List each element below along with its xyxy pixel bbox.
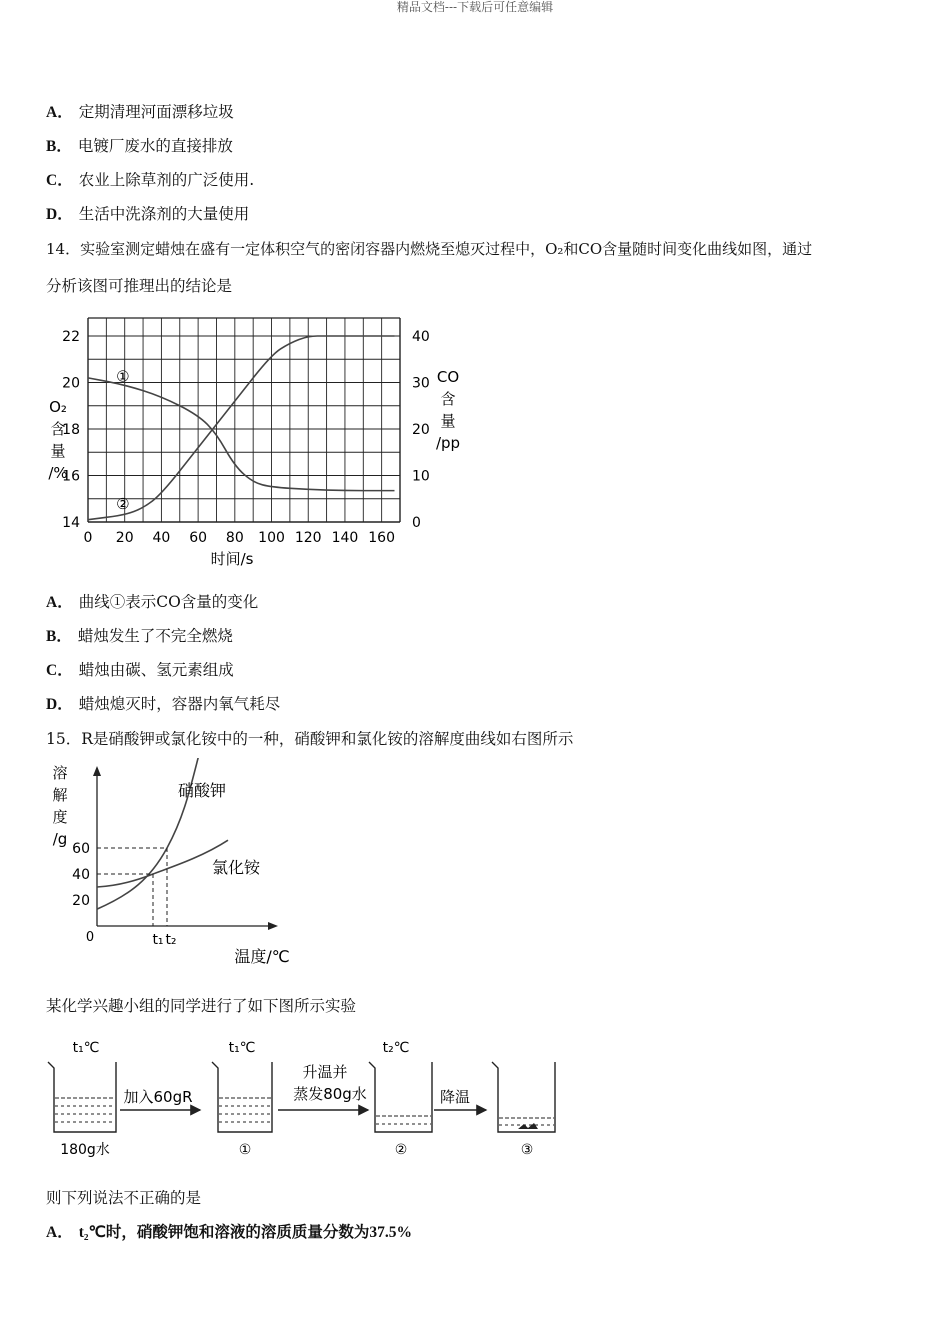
x-axis-label: 时间/s: [210, 550, 254, 568]
x-tick-label: 80: [225, 530, 244, 546]
y-right-tick-label: 40: [412, 329, 430, 345]
y-left-tick-label: 16: [62, 468, 80, 485]
beaker-2-temp: t₁℃: [228, 1040, 256, 1056]
step-heat: 升温并: [302, 1063, 348, 1081]
q15-option-a[interactable]: [46, 1222, 412, 1243]
x-tick-label: 40: [152, 530, 171, 546]
x-tick-label: 0: [83, 530, 93, 546]
x-tick-t2: t₂: [165, 932, 177, 948]
o2-co-chart: [40, 312, 480, 580]
chart-labels: [52, 764, 289, 966]
q14-stem-line2: 分析该图可推理出的结论是: [46, 277, 233, 295]
y-left-tick-label: 20: [62, 375, 80, 392]
beaker-1-temp: t₁℃: [72, 1040, 100, 1056]
option-text: 蜡烛发生了不完全燃烧: [77, 627, 233, 645]
y-axis-label: 溶: [52, 764, 68, 782]
beaker-3-caption: ②: [394, 1142, 408, 1158]
q13-option-a[interactable]: [46, 102, 234, 123]
experiment-intro: 某化学兴趣小组的同学进行了如下图所示实验: [46, 997, 357, 1015]
y-right-tick-label: 20: [412, 422, 430, 438]
chart-ticks: [62, 329, 430, 546]
x-tick-label: 20: [115, 530, 134, 546]
y-right-tick-label: 10: [412, 468, 430, 485]
option-letter: A．: [46, 104, 73, 121]
option-letter: D．: [46, 206, 73, 223]
beaker-1-caption: 180g水: [60, 1142, 110, 1158]
origin-label: 0: [85, 930, 95, 945]
y-right-axis-label: 量: [440, 412, 456, 430]
y-right-tick-label: 0: [412, 515, 421, 531]
option-text: 定期清理河面漂移垃圾: [78, 103, 234, 121]
option-letter: A．: [46, 1224, 73, 1241]
option-text: 蜡烛熄灭时，容器内氧气耗尽: [78, 695, 281, 713]
beaker-4: [492, 1062, 555, 1158]
q14-option-d[interactable]: [46, 694, 280, 715]
experiment-diagram: [40, 1032, 570, 1164]
series-label-nh4cl: 氯化铵: [211, 858, 261, 877]
q14-option-a[interactable]: [46, 592, 258, 613]
option-letter: B．: [46, 628, 72, 645]
y-right-tick-label: 30: [412, 375, 430, 392]
beaker-3-temp: t₂℃: [382, 1040, 410, 1056]
step-add-r: 加入60gR: [123, 1088, 193, 1106]
y-left-axis-label: O₂: [49, 398, 67, 416]
y-tick-label: 20: [72, 893, 90, 909]
y-right-axis-label: 含: [440, 390, 456, 408]
option-text: 生活中洗涤剂的大量使用: [78, 205, 250, 223]
beaker-2-caption: ①: [238, 1142, 252, 1158]
y-left-axis-label: /%: [48, 464, 68, 482]
q14-option-b[interactable]: [46, 626, 233, 647]
x-tick-label: 140: [331, 530, 359, 546]
x-axis-arrow: [268, 922, 278, 930]
y-left-tick-label: 14: [62, 515, 80, 531]
option-letter: D．: [46, 696, 73, 713]
y-tick-label: 60: [72, 841, 90, 857]
crystal-precipitate-icon: [518, 1123, 538, 1129]
chart-grid: [88, 318, 400, 522]
beaker-1: [48, 1040, 116, 1158]
beaker-3: [369, 1040, 432, 1158]
y-left-axis-label: 量: [50, 442, 66, 460]
option-text: 蜡烛由碳、氢元素组成: [78, 661, 234, 679]
x-tick-label: 60: [189, 530, 208, 546]
x-tick-label: 160: [368, 530, 396, 546]
series-1-marker: ①: [116, 367, 130, 386]
option-text: 电镀厂废水的直接排放: [77, 137, 233, 155]
option-letter: C．: [46, 172, 73, 189]
q13-option-c[interactable]: [46, 170, 254, 191]
y-axis-arrow: [93, 766, 101, 776]
y-right-axis-label: /pp: [435, 434, 461, 452]
y-tick-label: 40: [72, 867, 90, 883]
step-cool: 降温: [439, 1088, 471, 1106]
page-header: 精品文档---下载后可任意编辑: [396, 0, 554, 14]
beaker-4-caption: ③: [520, 1142, 534, 1158]
option-letter: B．: [46, 138, 72, 155]
series-line-1: [88, 378, 394, 491]
option-text: 曲线①表示CO含量的变化: [78, 593, 259, 611]
option-letter: C．: [46, 662, 73, 679]
q14-option-c[interactable]: [46, 660, 234, 681]
y-left-tick-label: 18: [62, 422, 80, 438]
x-axis-label: 温度/℃: [234, 947, 290, 966]
x-tick-t1: t₁: [152, 932, 164, 948]
q14-stem-line1: 14．实验室测定蜡烛在盛有一定体积空气的密闭容器内燃烧至熄灭过程中，O₂和CO含量随时间变化曲线如图，通过: [46, 240, 813, 258]
option-text: 农业上除草剂的广泛使用.: [78, 171, 255, 189]
option-letter: A．: [46, 594, 73, 611]
q15-stem: 15．R是硝酸钾或氯化铵中的一种，硝酸钾和氯化铵的溶解度曲线如右图所示: [46, 730, 574, 748]
series-label-kno3: 硝酸钾: [177, 781, 227, 800]
series-2-marker: ②: [116, 495, 130, 514]
y-left-axis-label: 含: [50, 420, 66, 438]
beaker-4-body: [492, 1062, 555, 1132]
y-left-tick-label: 22: [62, 329, 80, 345]
y-axis-label: /g: [52, 830, 68, 848]
y-axis-label: 解: [52, 786, 68, 804]
x-tick-label: 100: [258, 530, 285, 546]
beaker-3-body: [369, 1062, 432, 1132]
q13-option-d[interactable]: [46, 204, 249, 225]
x-tick-label: 120: [294, 530, 322, 546]
y-right-axis-label: CO: [436, 368, 460, 386]
q15-question: 则下列说法不正确的是: [46, 1189, 202, 1207]
series-line-nh4cl: [97, 840, 228, 887]
series-line-2: [88, 336, 394, 520]
solubility-chart: [40, 758, 310, 973]
q13-option-b[interactable]: [46, 136, 233, 157]
y-axis-label: 度: [52, 808, 68, 826]
step-evaporate: 蒸发80g水: [293, 1085, 367, 1103]
chart-axis-labels: [48, 368, 460, 568]
beaker-2: [212, 1040, 272, 1158]
option-text: t₂℃时，硝酸钾饱和溶液的溶质质量分数为37.5%: [78, 1224, 413, 1241]
chart-series: [88, 336, 394, 520]
